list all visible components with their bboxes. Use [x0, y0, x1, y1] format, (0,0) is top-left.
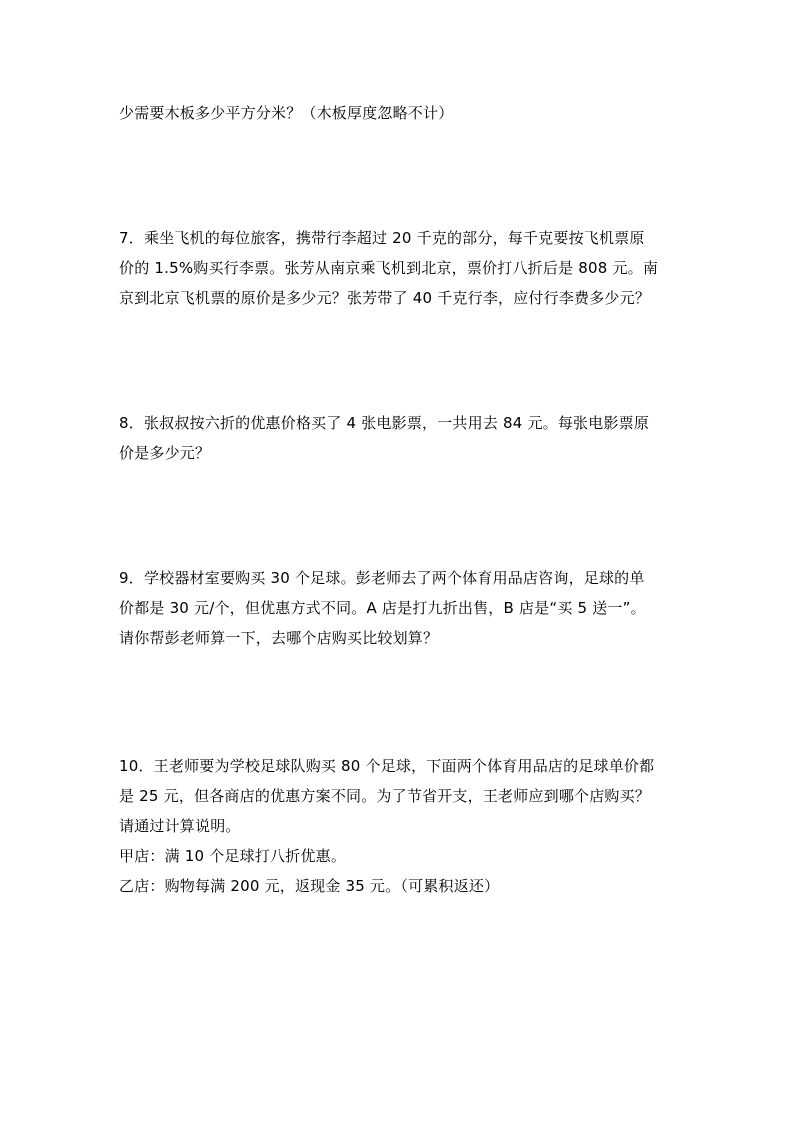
text-line: 7．乘坐飞机的每位旅客，携带行李超过 20 千克的部分，每千克要按飞机票原 — [119, 229, 645, 247]
text-line: 9．学校器材室要购买 30 个足球。彭老师去了两个体育用品店咨询，足球的单 — [119, 569, 645, 587]
text-line: 是 25 元，但各商店的优惠方案不同。为了节省开支，王老师应到哪个店购买？ — [119, 787, 651, 805]
text-line: 请通过计算说明。 — [119, 817, 241, 835]
text-line: 8．张叔叔按六折的优惠价格买了 4 张电影票，一共用去 84 元。每张电影票原 — [119, 414, 650, 432]
text-line: 价的 1.5%购买行李票。张芳从南京乘飞机到北京，票价打八折后是 808 元。南 — [119, 259, 659, 277]
text-line: 请你帮彭老师算一下，去哪个店购买比较划算？ — [119, 629, 439, 647]
text-line: 少需要木板多少平方分米？（木板厚度忽略不计） — [119, 104, 454, 122]
text-line: 10．王老师要为学校足球队购买 80 个足球，下面两个体育用品店的足球单价都 — [119, 757, 655, 775]
text-line: 价都是 30 元/个，但优惠方式不同。A 店是打九折出售，B 店是“买 5 送一”。 — [119, 599, 646, 617]
text-line: 京到北京飞机票的原价是多少元？张芳带了 40 千克行李，应付行李费多少元？ — [119, 289, 651, 307]
text-line: 甲店：满 10 个足球打八折优惠。 — [119, 847, 347, 865]
text-line: 价是多少元？ — [119, 444, 211, 462]
text-line: 乙店：购物每满 200 元，返现金 35 元。（可累积返还） — [119, 877, 500, 895]
